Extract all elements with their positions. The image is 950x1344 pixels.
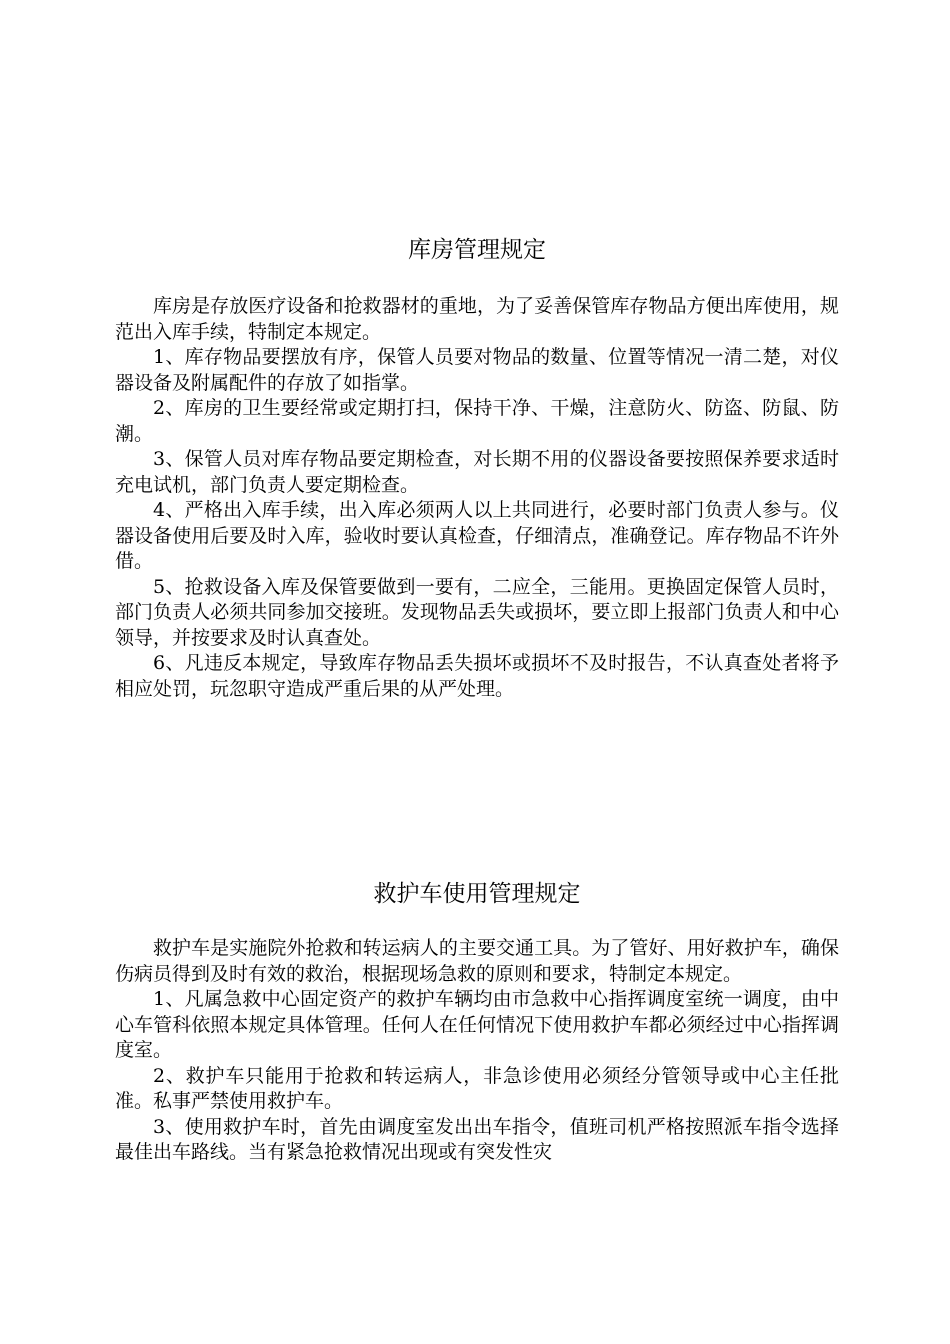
- rule-paragraph: 2、救护车只能用于抢救和转运病人，非急诊使用必须经分管领导或中心主任批准。私事严禁使用救护车。: [115, 1064, 839, 1112]
- rule-paragraph: 2、库房的卫生要经常或定期打扫，保持干净、干燥，注意防火、防盗、防鼠、防潮。: [115, 397, 839, 445]
- rule-paragraph: 3、保管人员对库存物品要定期检查，对长期不用的仪器设备要按照保养要求适时充电试机，部门负责人要定期检查。: [115, 448, 839, 496]
- intro-paragraph: 库房是存放医疗设备和抢救器材的重地，为了妥善保管库存物品方便出库使用，规范出入库手续，特制定本规定。: [115, 295, 839, 343]
- section-body: [115, 294, 839, 702]
- section-title: 救护车使用管理规定: [373, 881, 581, 907]
- intro-paragraph: 救护车是实施院外抢救和转运病人的主要交通工具。为了管好、用好救护车，确保伤病员得到及时有效的救治，根据现场急救的原则和要求，特制定本规定。: [115, 937, 839, 985]
- rule-paragraph: 6、凡违反本规定，导致库存物品丢失损坏或损坏不及时报告，不认真查处者将予相应处罚，玩忽职守造成严重后果的从严处理。: [115, 652, 839, 700]
- rule-paragraph: 5、抢救设备入库及保管要做到一要有，二应全，三能用。更换固定保管人员时，部门负责人必须共同参加交接班。发现物品丢失或损坏，要立即上报部门负责人和中心领导，并按要求及时认真查处。: [115, 575, 839, 649]
- section-ambulance-rules: [115, 874, 839, 1166]
- section-body: [115, 936, 839, 1166]
- rule-paragraph: 3、使用救护车时，首先由调度室发出出车指令，值班司机严格按照派车指令选择最佳出车路线。当有紧急抢救情况出现或有突发性灾: [115, 1115, 839, 1163]
- section-warehouse-rules: [115, 230, 839, 702]
- section-title: 库房管理规定: [408, 237, 546, 263]
- rule-paragraph: 1、凡属急救中心固定资产的救护车辆均由市急救中心指挥调度室统一调度，由中心车管科依照本规定具体管理。任何人在任何情况下使用救护车都必须经过中心指挥调度室。: [115, 988, 839, 1061]
- rule-paragraph: 4、严格出入库手续，出入库必须两人以上共同进行，必要时部门负责人参与。仪器设备使用后要及时入库，验收时要认真检查，仔细清点，准确登记。库存物品不许外借。: [115, 499, 839, 572]
- rule-paragraph: 1、库存物品要摆放有序，保管人员要对物品的数量、位置等情况一清二楚，对仪器设备及附属配件的存放了如指掌。: [115, 346, 839, 394]
